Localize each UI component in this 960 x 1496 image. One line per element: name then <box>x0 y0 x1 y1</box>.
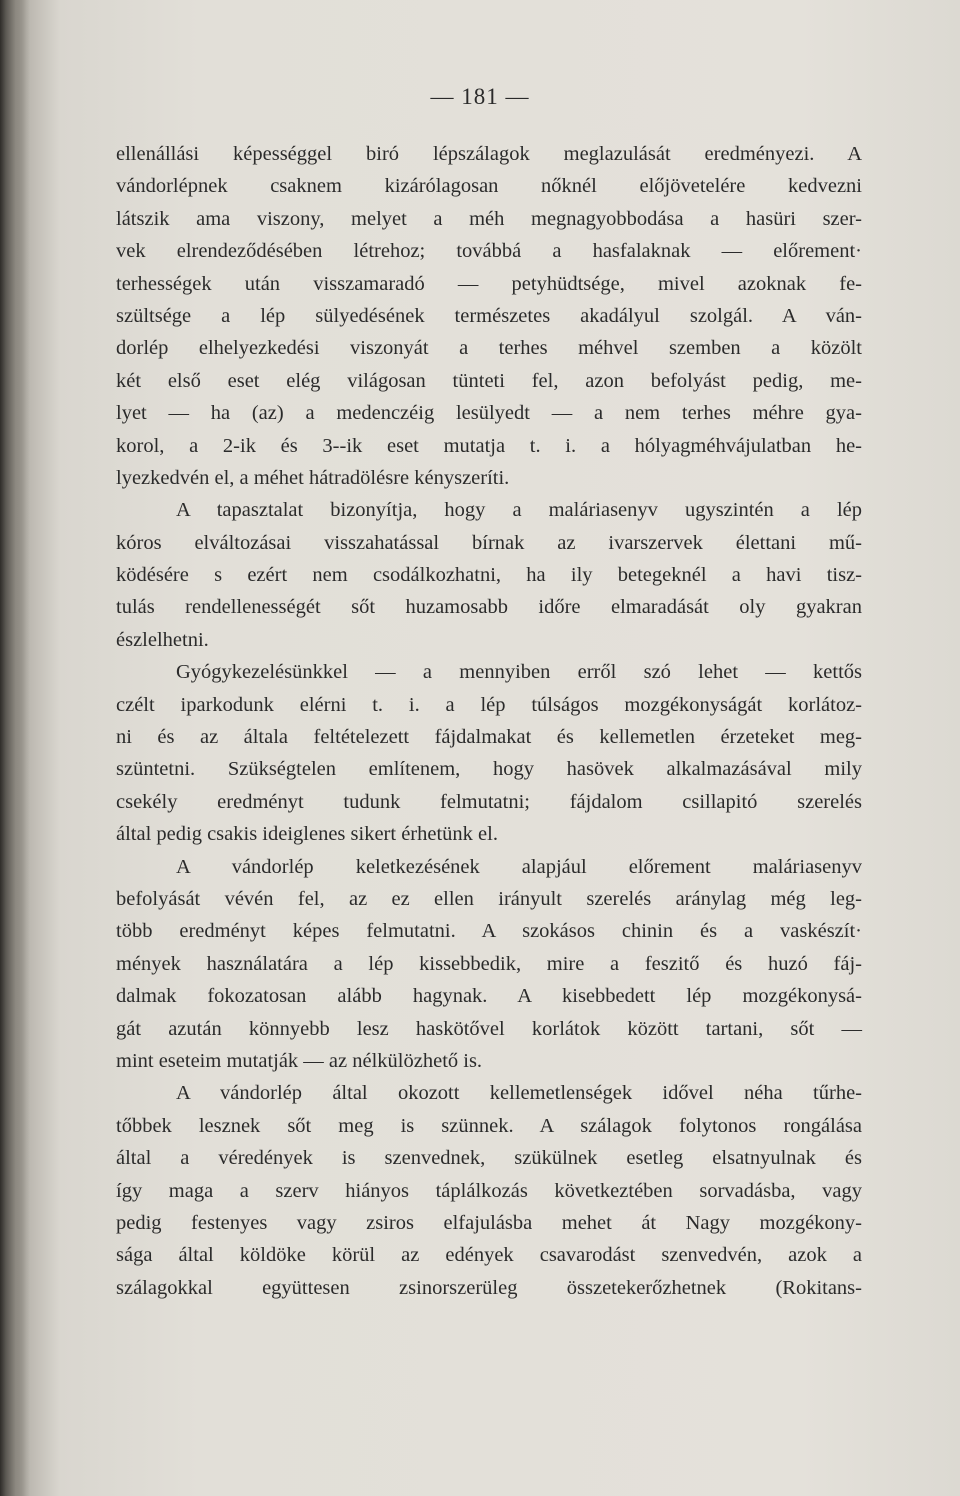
text-line: lyezkedvén el, a méhet hátradölésre kényszeríti. <box>116 466 510 489</box>
text-line: ellenállási képességgel biró lépszálagok meglazulását eredményezi. A <box>116 143 862 165</box>
paragraph <box>116 851 862 1078</box>
text-line: csekély eredményt tudunk felmutatni; fájdalom csillapitó szerelés <box>116 790 862 813</box>
text-line: terhességek után visszamaradó — petyhüdtsége, mivel azoknak fe- <box>116 272 862 295</box>
text-line: A vándorlép keletkezésének alapjául előrement maláriasenyv <box>176 855 862 878</box>
text-line: szálagokkal együttesen zsinorszerüleg összetekerőzhetnek (Rokitans- <box>116 1276 862 1299</box>
text-line: befolyását vévén fel, az ez ellen irányult szerelés aránylag még leg- <box>116 887 862 910</box>
text-line: sága által köldöke körül az edények csavarodást szenvedvén, azok a <box>116 1244 862 1267</box>
text-line: szültsége a lép sülyedésének természetes akadályul szolgál. A ván- <box>116 304 862 327</box>
text-line: ködésére s ezért nem csodálkozhatni, ha ily betegeknél a havi tisz- <box>116 564 862 587</box>
text-line: A tapasztalat bizonyítja, hogy a maláriasenyv ugyszintén a lép <box>176 499 862 522</box>
text-line: czélt iparkodunk elérni t. i. a lép túlságos mozgékonyságát korlátoz- <box>116 693 862 716</box>
paragraph <box>116 1077 862 1304</box>
text-line: mint eseteim mutatják — az nélkülözhető is. <box>116 1049 483 1072</box>
text-line: dorlép elhelyezkedési viszonyát a terhes méhvel szemben a közölt <box>116 337 862 360</box>
text-line: gát azután könnyebb lesz haskötővel korlátok között tartani, sőt — <box>116 1017 862 1040</box>
text-line: dalmak fokozatosan alább hagynak. A kisebbedett lép mozgékonysá- <box>116 985 862 1008</box>
text-line: így maga a szerv hiányos táplálkozás következtében sorvadásba, vagy <box>116 1179 862 1202</box>
text-line: Gyógykezelésünkkel — a mennyiben erről szó lehet — kettős <box>176 661 862 684</box>
text-line: korol, a 2-ik és 3--ik eset mutatja t. i. a hólyagméhvájulatban he- <box>116 434 862 457</box>
text-line: észlelhetni. <box>116 628 209 651</box>
text-line: mények használatára a lép kissebbedik, mire a feszitő és huzó fáj- <box>116 952 862 975</box>
text-line: tőbbek lesznek sőt meg is szünnek. A szálagok folytonos rongálása <box>116 1114 862 1137</box>
text-line: által pedig csakis ideiglenes sikert érhetünk el. <box>116 823 498 846</box>
text-line: ni és az általa feltételezett fájdalmakat és kellemetlen érzeteket meg- <box>116 726 862 749</box>
paragraph <box>116 138 862 494</box>
text-line: több eredményt képes felmutatni. A szokásos chinin és a vaskészít· <box>116 920 862 943</box>
paragraph <box>116 656 862 850</box>
text-line: kóros elváltozásai visszahatással bírnak az ivarszervek élettani mű- <box>116 531 862 554</box>
text-line: vek elrendeződésében létrehoz; továbbá a hasfalaknak — előrement· <box>116 240 862 263</box>
text-line: lyet — ha (az) a medenczéig lesülyedt — a nem terhes méhre gya- <box>116 402 862 425</box>
text-line: látszik ama viszony, melyet a méh megnagyobbodása a hasüri szer- <box>116 207 862 230</box>
text-line: szüntetni. Szükségtelen említenem, hogy hasövek alkalmazásával mily <box>116 758 862 781</box>
text-line: vándorlépnek csaknem kizárólagosan nőknél előjövetelére kedvezni <box>116 175 862 198</box>
text-line: pedig festenyes vagy zsiros elfajulásba mehet át Nagy mozgékony- <box>116 1211 862 1234</box>
body-text <box>116 138 862 1304</box>
page-binding-shadow <box>0 0 30 1496</box>
page-number: — 181 — <box>430 84 530 109</box>
paragraph <box>116 494 862 656</box>
text-line: A vándorlép által okozott kellemetlenségek idővel néha tűrhe- <box>176 1082 862 1105</box>
text-line: két első eset elég világosan tünteti fel, azon befolyást pedig, me- <box>116 369 862 392</box>
text-line: tulás rendellenességét sőt huzamosabb időre elmaradását oly gyakran <box>116 596 862 619</box>
text-line: által a véredények is szenvednek, szükülnek esetleg elsatnyulnak és <box>116 1147 862 1170</box>
